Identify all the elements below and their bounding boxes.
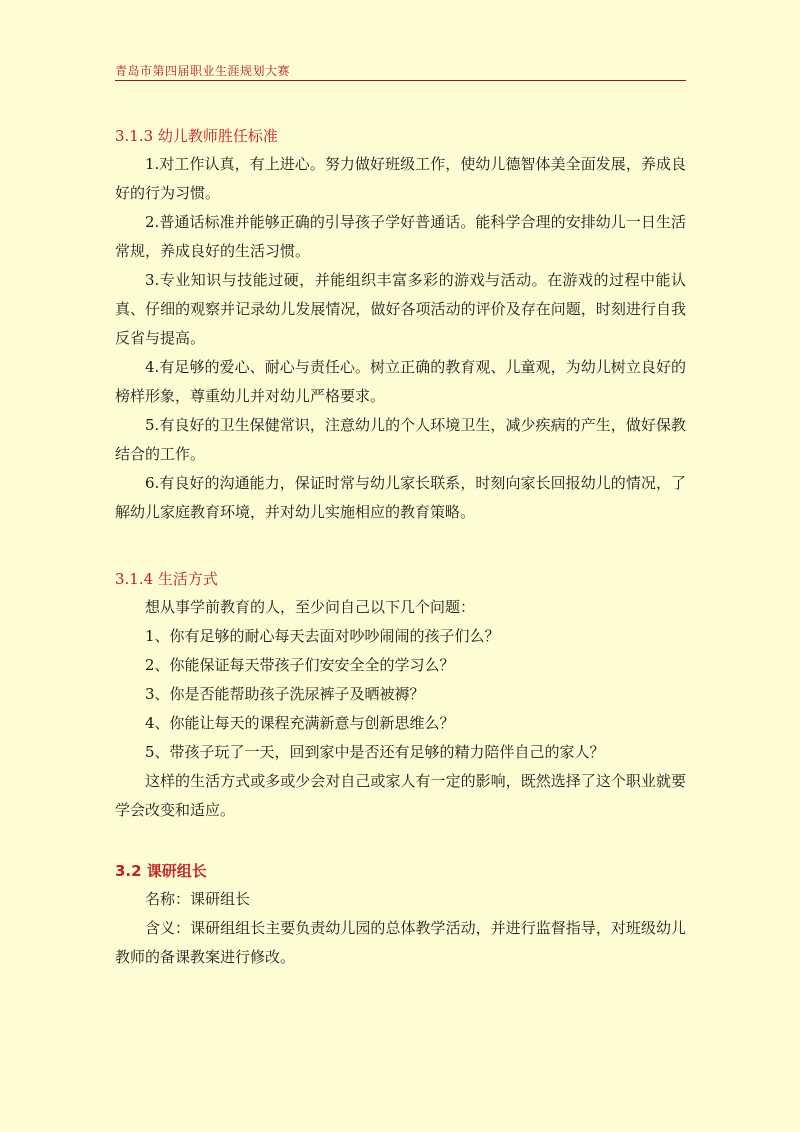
paragraph: 1.对工作认真，有上进心。努力做好班级工作，使幼儿德智体美全面发展，养成良好的行为习惯。 <box>115 155 686 202</box>
paragraph: 6.有良好的沟通能力，保证时常与幼儿家长联系，时刻向家长回报幼儿的情况，了解幼儿家庭教育环境，并对幼儿实施相应的教育策略。 <box>115 474 686 521</box>
section-heading-3-2: 3.2 课研组长 <box>115 862 207 880</box>
header-title: 青岛市第四届职业生涯规划大赛 <box>115 64 291 78</box>
list-item: 3、你是否能帮助孩子洗尿裤子及晒被褥？ <box>145 685 425 703</box>
section-spacer <box>115 825 686 857</box>
section-heading-3-1-3: 3.1.3 幼儿教师胜任标准 <box>115 127 278 145</box>
paragraph: 2.普通话标准并能够正确的引导孩子学好普通话。能科学合理的安排幼儿一日生活常规，养成良好的生活习惯。 <box>115 213 686 260</box>
paragraph: 含义：课研组组长主要负责幼儿园的总体教学活动，并进行监督指导，对班级幼儿教师的备课教案进行修改。 <box>115 919 686 966</box>
paragraph: 想从事学前教育的人，至少问自己以下几个问题： <box>145 598 476 616</box>
list-item: 5、带孩子玩了一天，回到家中是否还有足够的精力陪伴自己的家人？ <box>145 743 605 761</box>
paragraph: 5.有良好的卫生保健常识，注意幼儿的个人环境卫生，减少疾病的产生，做好保教结合的工作。 <box>115 416 686 463</box>
section-heading-3-1-4: 3.1.4 生活方式 <box>115 570 218 588</box>
document-body <box>115 122 686 972</box>
section-spacer <box>115 527 686 565</box>
list-item: 2、你能保证每天带孩子们安安全全的学习么？ <box>145 656 455 674</box>
list-item: 4、你能让每天的课程充满新意与创新思维么？ <box>145 714 455 732</box>
paragraph: 3.专业知识与技能过硬，并能组织丰富多彩的游戏与活动。在游戏的过程中能认真、仔细的观察并记录幼儿发展情况，做好各项活动的评价及存在问题，时刻进行自我反省与提高。 <box>115 271 686 347</box>
paragraph: 这样的生活方式或多或少会对自己或家人有一定的影响，既然选择了这个职业就要学会改变和适应。 <box>115 772 686 819</box>
paragraph: 名称：课研组长 <box>145 890 251 908</box>
paragraph: 4.有足够的爱心、耐心与责任心。树立正确的教育观、儿童观，为幼儿树立良好的榜样形象，尊重幼儿并对幼儿严格要求。 <box>115 358 686 405</box>
page-header <box>115 60 686 81</box>
list-item: 1、你有足够的耐心每天去面对吵吵闹闹的孩子们么？ <box>145 627 500 645</box>
